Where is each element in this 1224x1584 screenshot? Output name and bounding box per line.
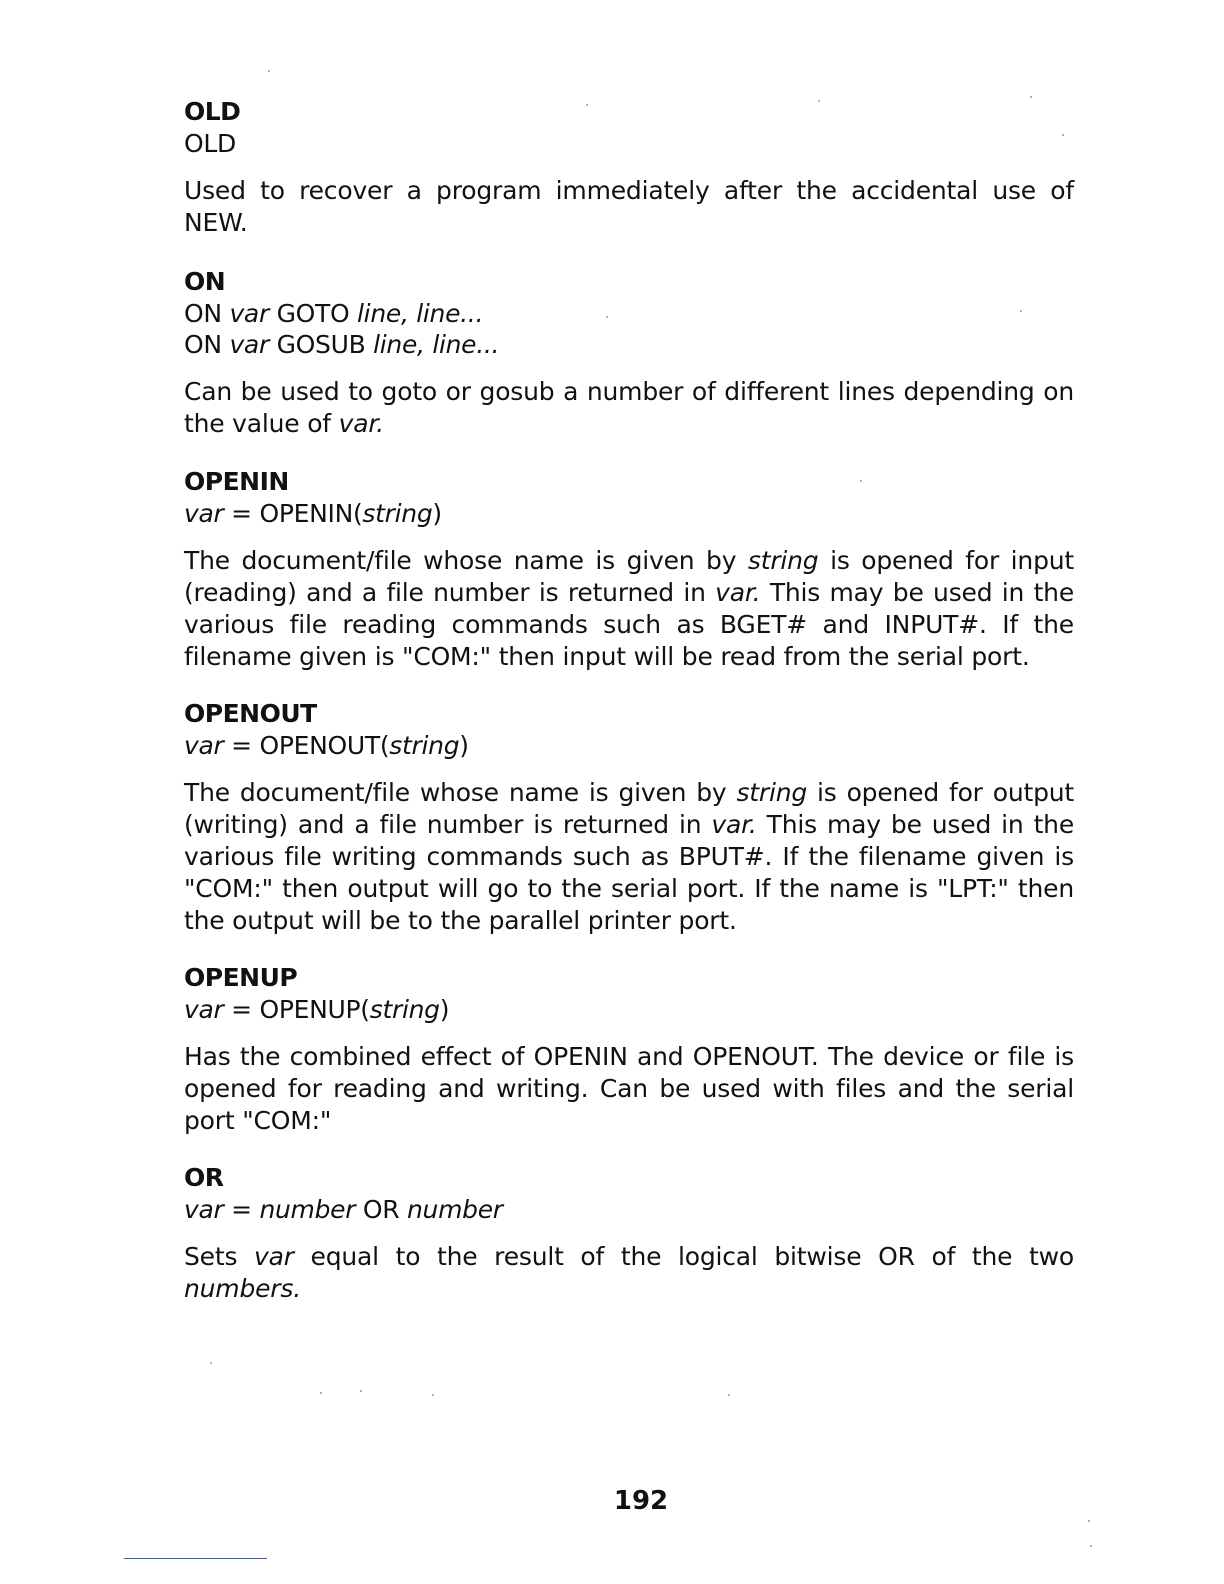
syntax-text: ) (459, 731, 469, 760)
description-text: This may be used in the various file reading commands such as BGET# and INPUT#. If the filename given is "COM:" then input will be read from the serial port. (184, 578, 1075, 671)
entry-old (184, 96, 1074, 239)
scan-speck (1020, 310, 1022, 312)
keyword-heading: OR (184, 1163, 224, 1192)
description-param: var. (338, 409, 384, 438)
description (184, 175, 1074, 239)
scan-speck (1088, 1520, 1090, 1522)
scan-speck (1030, 96, 1032, 98)
scan-speck (1062, 134, 1064, 136)
syntax-text: OR (355, 1195, 407, 1224)
syntax-text: = OPENIN( (223, 499, 363, 528)
keyword-heading: OPENOUT (184, 699, 317, 728)
scan-speck (586, 104, 588, 106)
syntax-text: ) (439, 995, 450, 1024)
scan-speck (606, 316, 608, 318)
entry-openin (184, 466, 1074, 673)
syntax-param: var (184, 995, 224, 1024)
syntax-text: ON (184, 299, 230, 328)
entry-openout (184, 698, 1074, 937)
scan-speck (210, 1362, 212, 1364)
description-param: string (747, 546, 819, 575)
syntax-param: var (184, 499, 224, 528)
page-number: 192 (613, 1486, 669, 1516)
footer-rule (124, 1558, 267, 1559)
syntax-param: var (229, 330, 269, 359)
keyword-heading: ON (184, 267, 226, 296)
keyword-heading: OLD (184, 97, 241, 126)
description-text: Has the combined effect of OPENIN and OPENOUT. The device or file is opened for reading and writing. Can be used with files and the serial port "COM:" (184, 1042, 1074, 1135)
syntax-text: GOSUB (268, 330, 374, 359)
syntax-param: string (362, 499, 433, 528)
syntax-line (184, 1194, 1074, 1225)
description-param: var. (711, 810, 757, 839)
scan-speck (818, 100, 820, 102)
keyword-heading: OPENIN (184, 467, 289, 496)
syntax-block (184, 994, 1074, 1025)
syntax-block (184, 128, 1074, 159)
description-text: This may be used in the various file writing commands such as BPUT#. If the filename given is "COM:" then output will go to the serial port. If the name is "LPT:" then the output will be to the parallel printer port. (184, 810, 1074, 935)
description-text: The document/file whose name is given by (184, 546, 748, 575)
syntax-param: line, line... (357, 299, 484, 328)
syntax-text: GOTO (268, 299, 358, 328)
description-text: equal to the result of the logical bitwise OR of the two (293, 1242, 1074, 1271)
syntax-block (184, 730, 1074, 761)
syntax-param: var (184, 1195, 224, 1224)
description (184, 1041, 1074, 1137)
syntax-text: = OPENOUT( (223, 731, 390, 760)
entry-openup (184, 962, 1074, 1137)
description-param: string (736, 778, 808, 807)
syntax-line (184, 498, 1074, 529)
syntax-line (184, 730, 1074, 761)
description-text: is opened for output (writing) and a file number is returned in (184, 778, 1074, 839)
keyword-heading: OPENUP (184, 963, 298, 992)
description (184, 777, 1074, 937)
entry-or (184, 1162, 1074, 1305)
scan-speck (860, 480, 862, 482)
syntax-line (184, 994, 1074, 1025)
syntax-text: ON (184, 330, 230, 359)
syntax-block (184, 1194, 1074, 1225)
syntax-block (184, 298, 1074, 360)
description-text: is opened for input (reading) and a file number is returned in (184, 546, 1074, 607)
description-param: var (254, 1242, 294, 1271)
scan-speck (728, 1394, 730, 1396)
description (184, 376, 1074, 440)
scan-speck (1090, 1545, 1092, 1547)
description-text: The document/file whose name is given by (184, 778, 737, 807)
syntax-line (184, 329, 1074, 360)
scan-speck (432, 1394, 434, 1396)
scan-speck (320, 1392, 322, 1394)
description-param: numbers. (184, 1274, 301, 1303)
scan-speck (360, 1390, 362, 1392)
syntax-line (184, 128, 1074, 159)
description (184, 1241, 1074, 1305)
description-text: Used to recover a program immediately after the accidental use of NEW. (184, 176, 1074, 237)
description-param: var. (715, 578, 761, 607)
syntax-param: string (369, 995, 440, 1024)
syntax-param: string (389, 731, 460, 760)
syntax-block (184, 498, 1074, 529)
entry-on (184, 266, 1074, 440)
description-text: Can be used to goto or gosub a number of different lines depending on the value of (184, 377, 1074, 438)
scan-speck (268, 70, 270, 72)
syntax-param: var (229, 299, 269, 328)
description (184, 545, 1074, 673)
syntax-text: OLD (184, 129, 236, 158)
syntax-param: number (259, 1195, 356, 1224)
description-text: Sets (184, 1242, 254, 1271)
syntax-param: line, line... (373, 330, 500, 359)
syntax-text: ) (432, 499, 442, 528)
syntax-text: = OPENUP( (223, 995, 370, 1024)
syntax-line (184, 298, 1074, 329)
syntax-text: = (223, 1195, 260, 1224)
syntax-param: number (406, 1195, 503, 1224)
syntax-param: var (184, 731, 224, 760)
